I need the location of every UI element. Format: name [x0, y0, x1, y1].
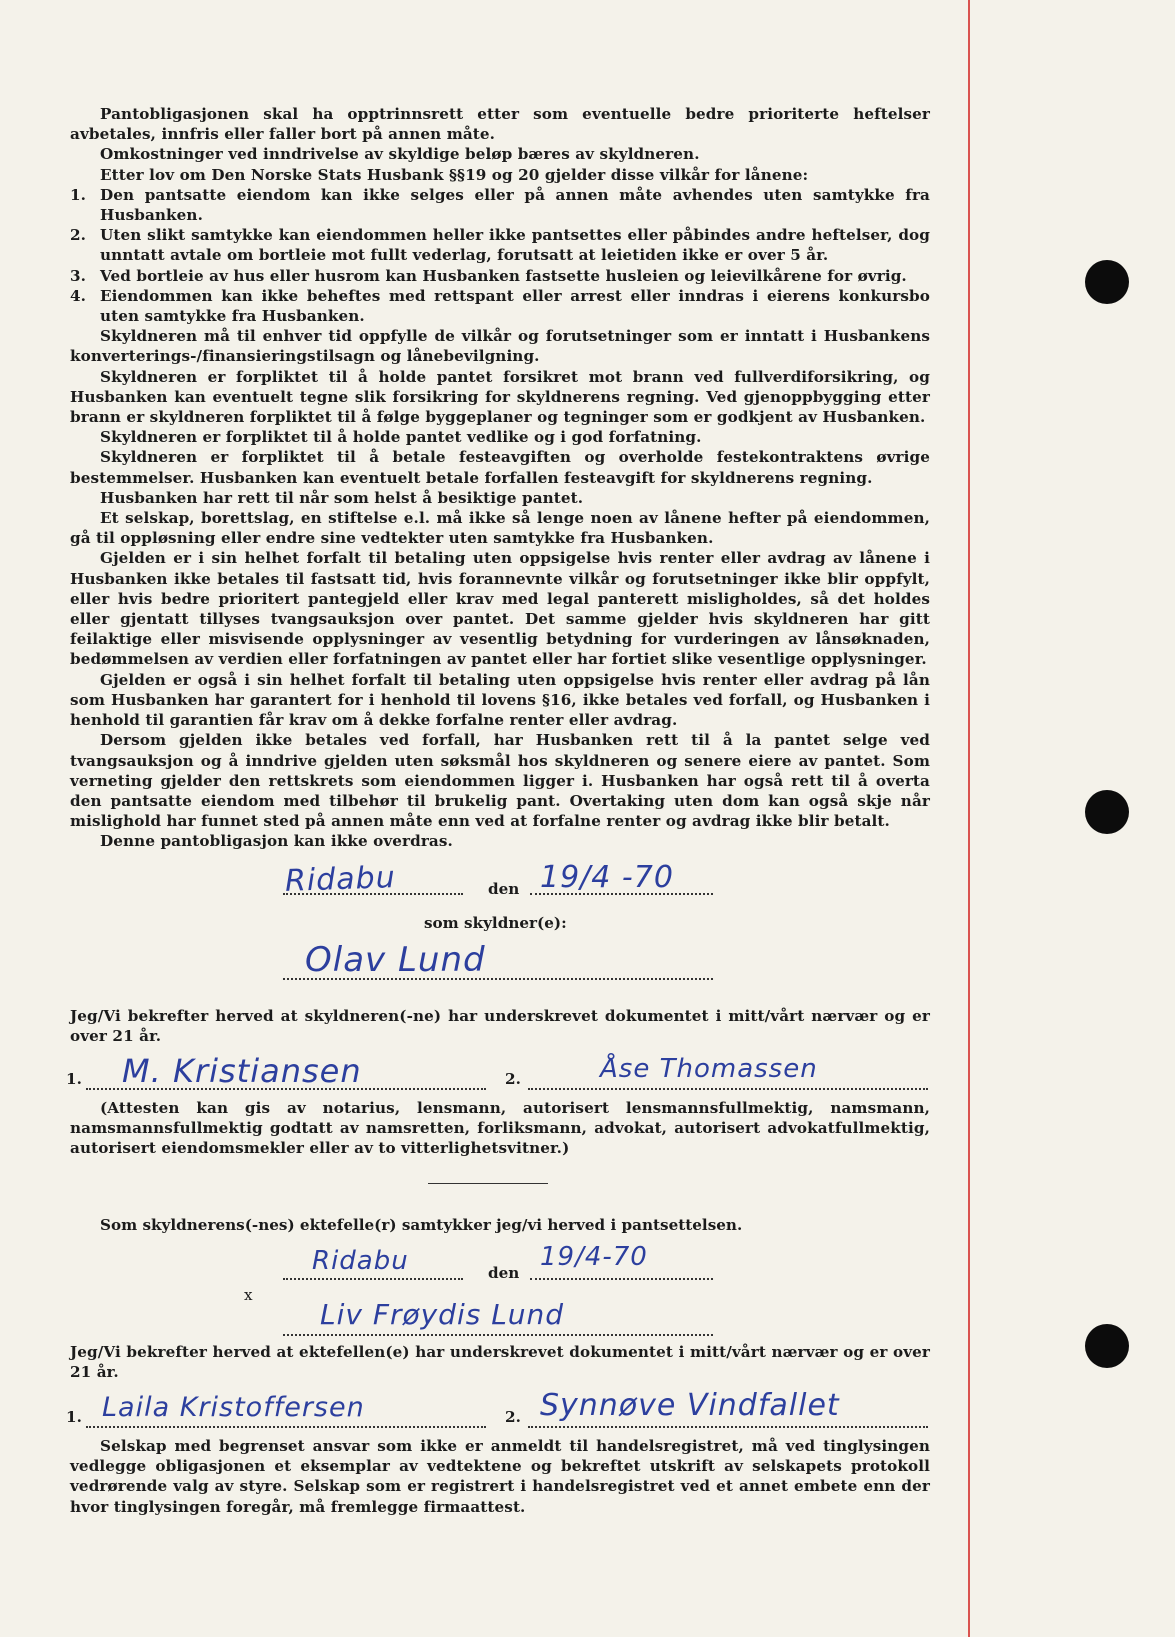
witness-line — [86, 1426, 486, 1428]
attest-note — [70, 1098, 930, 1159]
witness-line — [86, 1088, 486, 1090]
list-text: Ved bortleie av hus eller husrom kan Husbanken fastsette husleien og leievilkårene for øvrig. — [100, 266, 907, 285]
terms-block — [70, 104, 930, 852]
spouse-signature-line — [283, 1334, 713, 1336]
list-text: Uten slikt samtykke kan eiendommen heller ikke pantsettes eller påbindes andre heftelser, dog unntatt avtale om bortleie mot fullt vederlag, forutsatt at leietiden ikke er over 5 år. — [100, 226, 930, 265]
witness-number: 2. — [505, 1070, 521, 1088]
list-item — [70, 266, 930, 286]
witness-confirm-1 — [70, 1006, 930, 1046]
x-mark: x — [244, 1286, 253, 1304]
spouse-signature: Liv Frøydis Lund — [320, 1298, 565, 1331]
confirm-text: Jeg/Vi bekrefter herved at skyldneren(-ne) har underskrevet dokumentet i mitt/vårt nærvær og er over 21 år. — [70, 1007, 930, 1046]
footer-note — [70, 1436, 930, 1517]
handwritten-place: Ridabu — [312, 1246, 409, 1276]
witness-number: 1. — [66, 1070, 82, 1088]
footer-text: Selskap med begrenset ansvar som ikke er anmeldt til handelsregistret, må ved tinglysingen vedlegge obligasjonen et eksemplar av vedtektene og bekreftet utskrift av selskapets protokoll vedrørende valg av styre. Selskap som er registrert i handelsregistret ved et annet embete enn der hvor tinglysingen foregår, må fremlegge firmaattest. — [70, 1437, 930, 1516]
paragraph: Gjelden er også i sin helhet forfalt til betaling uten oppsigelse hvis renter eller avdrag på lån som Husbanken har garantert for i henhold til lovens §16, ikke betales ved forfall, og Husbanken i henhold til garantien får krav om å dekke forfalne renter eller avdrag. — [70, 670, 930, 730]
paragraph: Et selskap, borettslag, en stiftelse e.l. må ikke så lenge noen av lånene hefter på eiendommen, gå til oppløsning eller endre sine vedtekter uten samtykke fra Husbanken. — [70, 509, 930, 548]
witness-number: 2. — [505, 1408, 521, 1426]
witness-signature: M. Kristiansen — [122, 1052, 362, 1090]
confirm-text: Jeg/Vi bekrefter herved at ektefellen(e) har underskrevet dokumentet i mitt/vårt nærvær og er over 21 år. — [70, 1343, 930, 1382]
paragraph: Skyldneren må til enhver tid oppfylle de vilkår og forutsetninger som er inntatt i Husbankens konverterings-/finansieringstilsagn og lånebevilgning. — [70, 327, 930, 366]
witness-number: 1. — [66, 1408, 82, 1426]
paragraph: Husbanken har rett til når som helst å besiktige pantet. — [100, 488, 584, 507]
list-item — [70, 185, 930, 225]
date-line — [530, 893, 713, 895]
punch-hole-icon — [1085, 260, 1129, 304]
list-text: Eiendommen kan ikke beheftes med rettspant eller arrest eller inndras i eierens konkursbo uten samtykke fra Husbanken. — [100, 286, 930, 326]
debtor-signature: Olav Lund — [305, 940, 486, 980]
punch-hole-icon — [1085, 790, 1129, 834]
punch-hole-icon — [1085, 1324, 1129, 1368]
witness-signature: Laila Kristoffersen — [102, 1392, 365, 1423]
paragraph: Omkostninger ved inndrivelse av skyldige beløp bæres av skyldneren. — [100, 145, 700, 164]
list-number: 2. — [70, 226, 87, 245]
handwritten-date: 19/4 -70 — [540, 860, 674, 895]
debtor-signature-line — [283, 978, 713, 980]
date-line — [530, 1278, 713, 1280]
paragraph: Skyldneren er forpliktet til å holde pantet vedlike og i god forfatning. — [100, 428, 702, 447]
red-margin-line — [968, 0, 970, 1637]
paragraph: Pantobligasjonen skal ha opptrinnsrett etter som eventuelle bedre prioriterte heftelser avbetales, innfris eller faller bort på annen måte. — [70, 105, 930, 144]
list-number: 3. — [70, 266, 87, 285]
witness-signature: Åse Thomassen — [600, 1054, 818, 1084]
witness-line — [528, 1426, 928, 1428]
list-number: 1. — [70, 185, 87, 204]
witness-signature: Synnøve Vindfallet — [540, 1388, 840, 1423]
paragraph: Etter lov om Den Norske Stats Husbank §§19 og 20 gjelder disse vilkår for lånene: — [100, 165, 809, 184]
paragraph: Skyldneren er forpliktet til å betale festeavgiften og overholde festekontraktens øvrige bestemmelser. Husbanken kan eventuelt betale forfallen festeavgift for skyldnerens regning. — [70, 448, 930, 487]
place-line — [283, 1278, 463, 1280]
list-number: 4. — [70, 286, 87, 305]
spouse-consent: Som skyldnerens(-nes) ektefelle(r) samtykker jeg/vi herved i pantsettelsen. — [100, 1216, 743, 1234]
divider — [428, 1183, 548, 1184]
list-item — [70, 225, 930, 265]
witness-confirm-2 — [70, 1342, 930, 1382]
paragraph: Denne pantobligasjon kan ikke overdras. — [100, 832, 453, 851]
handwritten-place: Ridabu — [284, 860, 397, 899]
paragraph: Skyldneren er forpliktet til å holde pantet forsikret mot brann ved fullverdiforsikring, og Husbanken kan eventuelt tegne slik forsikring for skyldnerens regning. Ved gjenoppbygging etter brann er skyldneren forpliktet til å følge byggeplaner og tegninger som er godkjent av Husbanken. — [70, 367, 930, 427]
list-text: Den pantsatte eiendom kan ikke selges eller på annen måte avhendes uten samtykke fra Husbanken. — [100, 185, 930, 225]
paragraph: Dersom gjelden ikke betales ved forfall, har Husbanken rett til å la pantet selge ved tvangsauksjon og å inndrive gjelden uten søksmål hos skyldneren og senere eiere av pantet. Som verneting gjelder den rettskrets som eiendommen ligger i. Husbanken har også rett til å overta den pantsatte eiendom med tilbehør til brukelig pant. Overtaking uten dom kan også skje når mislighold har funnet sted på annen måte enn ved at forfalne renter og avdrag ikke blir betalt. — [70, 731, 930, 831]
debtor-role-label: som skyldner(e): — [424, 914, 567, 932]
den-label: den — [488, 1264, 520, 1282]
den-label: den — [488, 880, 520, 898]
paragraph: Gjelden er i sin helhet forfalt til betaling uten oppsigelse hvis renter eller avdrag av lånene i Husbanken ikke betales til fastsatt tid, hvis forannevnte vilkår og forutsetninger ikke blir oppfylt, eller hvis bedre prioritert pantegjeld eller krav med legal panterett misligholdes, så det holdes eller gjentatt tillyses tvangsauksjon over pantet. Det samme gjelder hvis skyldneren har gitt feilaktige eller misvisende opplysninger av vesentlig betydning for vurderingen av lånsøknaden, bedømmelsen av verdien eller forfatningen av pantet eller har fortiet slike vesentlige opplysninger. — [70, 549, 930, 669]
attest-text: (Attesten kan gis av notarius, lensmann, autorisert lensmannsfullmektig, namsmann, namsmannsfullmektig godtatt av namsretten, forliksmann, advokat, autorisert advokatfullmektig, autorisert eiendomsmekler eller av to vitterlighetsvitner.) — [70, 1099, 930, 1158]
witness-line — [528, 1088, 928, 1090]
place-line — [283, 893, 463, 895]
list-item — [70, 286, 930, 326]
handwritten-date: 19/4-70 — [540, 1242, 648, 1272]
